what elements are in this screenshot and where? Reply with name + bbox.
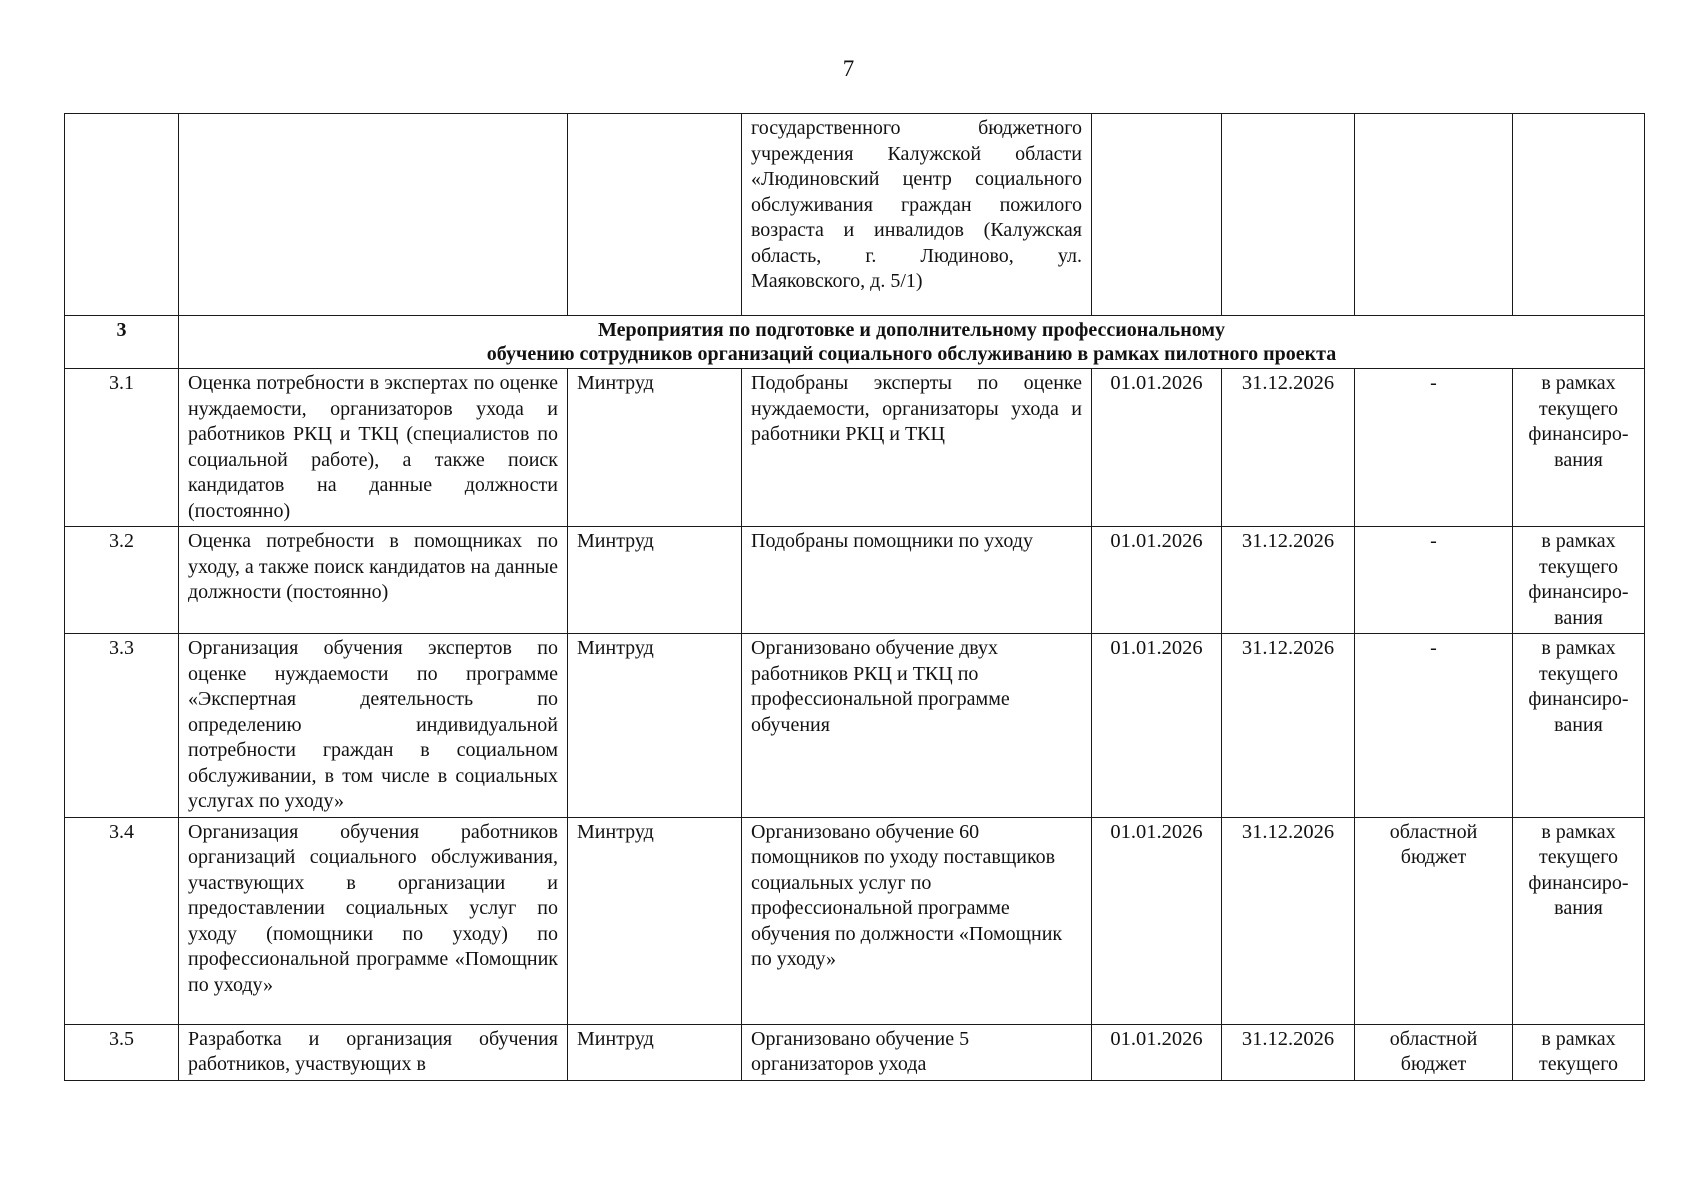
row-funding [1513,527,1645,634]
section-header-row [65,316,1645,369]
row-start-date: 01.01.2026 [1092,817,1222,1024]
row-number: 3.4 [65,817,179,1024]
row-end-date: 31.12.2026 [1222,634,1355,818]
row-number: 3.5 [65,1024,179,1080]
activity-plan-table [64,113,1645,1081]
row-activity: Организация обучения работников организаций социального обслуживания, участвующих в организации и предоставлении социальных услуг по уходу (помощники по уходу) по профессиональной программе «Помощник по уходу» [179,817,568,1024]
row-activity: Разработка и организация обучения работников, участвующих в [179,1024,568,1080]
cell-end [1222,114,1355,316]
page-number: 7 [842,56,855,81]
cell-funding [1513,114,1645,316]
row-end-date: 31.12.2026 [1222,369,1355,527]
row-number: 3.2 [65,527,179,634]
row-source: - [1355,634,1513,818]
row-end-date: 31.12.2026 [1222,1024,1355,1080]
row-number: 3.1 [65,369,179,527]
source-text: областной бюджет [1389,1027,1478,1075]
section-number: 3 [65,316,179,369]
table-row-continuation [65,114,1645,316]
row-executor: Минтруд [568,634,742,818]
cell-num [65,114,179,316]
section-title-line-2: обучению сотрудников организаций социального обслуживанию в рамках пилотного проекта [486,343,1337,365]
row-result: Подобраны помощники по уходу [742,527,1092,634]
row-executor: Минтруд [568,817,742,1024]
row-source: - [1355,527,1513,634]
row-start-date: 01.01.2026 [1092,634,1222,818]
row-start-date: 01.01.2026 [1092,527,1222,634]
funding-text: в рамках текущего финансиро- вания [1528,637,1629,736]
funding-text: в рамках текущего финансиро- вания [1528,530,1629,629]
table-row [65,369,1645,527]
cell-executor [568,114,742,316]
section-title [179,316,1645,369]
table-row [65,817,1645,1024]
row-start-date: 01.01.2026 [1092,369,1222,527]
row-end-date: 31.12.2026 [1222,527,1355,634]
cell-activity [179,114,568,316]
row-activity: Организация обучения экспертов по оценке нуждаемости по программе «Экспертная деятельность по определению индивидуальной потребности граждан в социальном обслуживании, в том числе в социальных услугах по уходу» [179,634,568,818]
funding-text: в рамках текущего финансиро- вания [1528,372,1629,471]
row-result: Подобраны эксперты по оценке нуждаемости, организаторы ухода и работники РКЦ и ТКЦ [742,369,1092,527]
table-row [65,634,1645,818]
row-end-date: 31.12.2026 [1222,817,1355,1024]
cell-source [1355,114,1513,316]
cell-result [742,114,1092,316]
row-funding [1513,369,1645,527]
result-text: государственного бюджетного учреждения Калужской области «Людиновский центр социального обслуживания граждан пожилого возраста и инвалидов (Калужская область, г. Людиново, ул. Маяковского, д. 5/1) [751,117,1082,292]
row-source [1355,1024,1513,1080]
row-result: Организовано обучение 60 помощников по уходу поставщиков социальных услуг по профессиональной программе обучения по должности «Помощник по уходу» [742,817,1092,1024]
section-title-line-1: Мероприятия по подготовке и дополнительному профессиональному [597,319,1226,341]
row-funding [1513,817,1645,1024]
row-number: 3.3 [65,634,179,818]
row-result: Организовано обучение 5 организаторов ухода [742,1024,1092,1080]
row-source: - [1355,369,1513,527]
funding-text: в рамках текущего [1538,1027,1619,1075]
table-row [65,1024,1645,1080]
row-source [1355,817,1513,1024]
row-activity: Оценка потребности в экспертах по оценке нуждаемости, организаторов ухода и работников РКЦ и ТКЦ (специалистов по социальной работе), а также поиск кандидатов на данные должности (постоянно) [179,369,568,527]
row-activity: Оценка потребности в помощниках по уходу, а также поиск кандидатов на данные должности (постоянно) [179,527,568,634]
row-executor: Минтруд [568,527,742,634]
row-result: Организовано обучение двух работников РКЦ и ТКЦ по профессиональной программе обучения [742,634,1092,818]
source-text: областной бюджет [1389,820,1478,868]
funding-text: в рамках текущего финансиро- вания [1528,820,1629,919]
row-funding [1513,1024,1645,1080]
row-start-date: 01.01.2026 [1092,1024,1222,1080]
cell-start [1092,114,1222,316]
row-executor: Минтруд [568,1024,742,1080]
table-row [65,527,1645,634]
row-executor: Минтруд [568,369,742,527]
row-funding [1513,634,1645,818]
